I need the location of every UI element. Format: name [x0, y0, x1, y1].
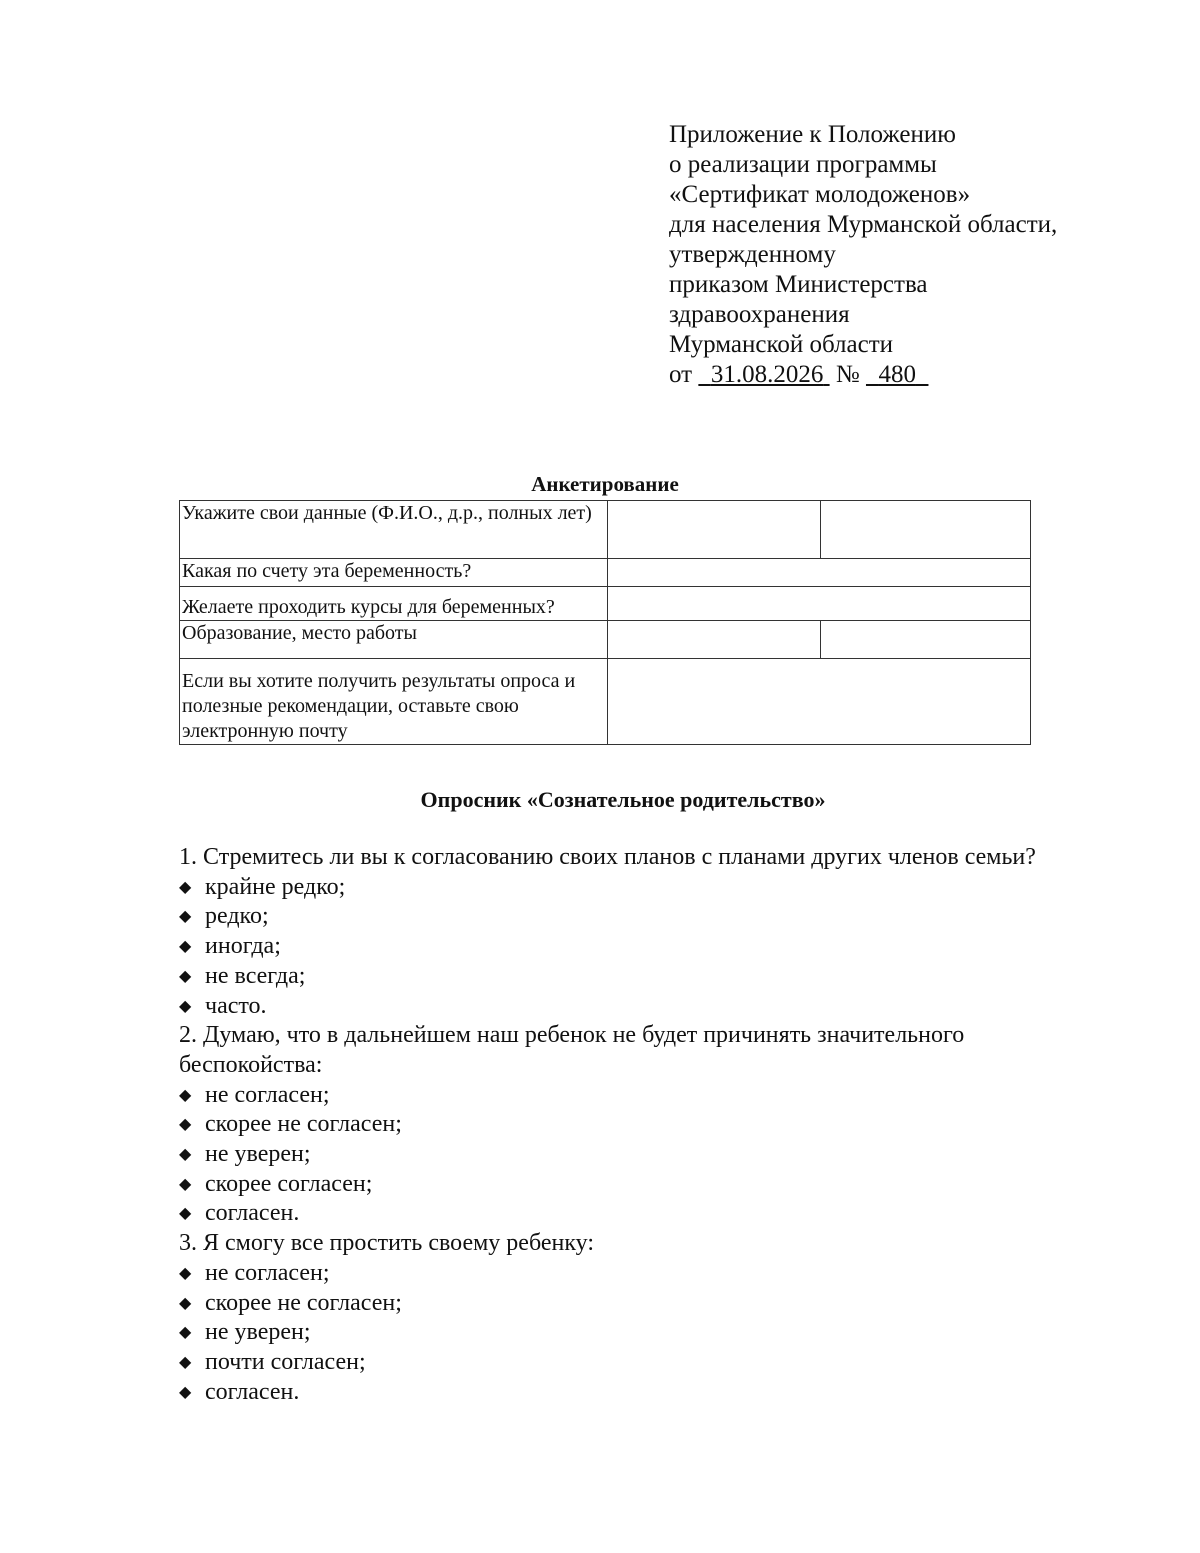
number-prefix: № — [835, 361, 860, 388]
option-label: согласен. — [205, 1200, 300, 1227]
diamond-bullet-icon: ◆ — [179, 1116, 192, 1134]
answer-option[interactable] — [179, 1348, 1049, 1378]
pregnancy-count-label: Какая по счету эта беременность? — [180, 559, 608, 587]
answer-option[interactable] — [179, 1081, 1049, 1111]
option-label: скорее не согласен; — [205, 1289, 402, 1316]
appendix-line: здравоохранения — [669, 301, 850, 328]
option-label: не всегда; — [205, 962, 306, 989]
answer-option[interactable] — [179, 992, 1049, 1022]
answer-option[interactable] — [179, 1170, 1049, 1200]
personal-data-field-1[interactable] — [608, 501, 821, 559]
diamond-bullet-icon: ◆ — [179, 908, 192, 926]
question-text: 2. Думаю, что в дальнейшем наш ребенок не будет причинять значительного беспокойства: — [179, 1022, 965, 1078]
order-date: 31.08.2026 — [710, 361, 824, 388]
diamond-bullet-icon: ◆ — [179, 1086, 192, 1104]
answer-option[interactable] — [179, 1318, 1049, 1348]
answer-option[interactable] — [179, 1140, 1049, 1170]
diamond-bullet-icon: ◆ — [179, 1205, 192, 1223]
diamond-bullet-icon: ◆ — [179, 1383, 192, 1401]
diamond-bullet-icon: ◆ — [179, 997, 192, 1015]
diamond-bullet-icon: ◆ — [179, 1146, 192, 1164]
option-label: скорее не согласен; — [205, 1111, 402, 1138]
diamond-bullet-icon: ◆ — [179, 1175, 192, 1193]
option-label: не уверен; — [205, 1141, 311, 1168]
answer-option[interactable] — [179, 1259, 1049, 1289]
personal-data-field-2[interactable] — [821, 501, 1031, 559]
education-field[interactable] — [608, 621, 821, 659]
diamond-bullet-icon: ◆ — [179, 1264, 192, 1282]
email-label: Если вы хотите получить результаты опроса и полезные рекомендации, оставьте свою электронную почту — [180, 659, 608, 745]
email-field[interactable] — [608, 659, 1031, 745]
option-label: согласен. — [205, 1378, 300, 1405]
option-label: почти согласен; — [205, 1348, 366, 1375]
option-label: иногда; — [205, 933, 281, 960]
education-label: Образование, место работы — [180, 621, 608, 659]
order-date-line — [669, 360, 1057, 390]
appendix-line: Приложение к Положению — [669, 121, 956, 148]
survey-title: Анкетирование — [531, 472, 679, 496]
question-text: 1. Стремитесь ли вы к согласованию своих планов с планами других членов семьи? — [179, 844, 1036, 870]
option-label: часто. — [205, 992, 267, 1019]
answer-option[interactable] — [179, 902, 1049, 932]
option-label: скорее согласен; — [205, 1170, 373, 1197]
answer-option[interactable] — [179, 962, 1049, 992]
table-row — [180, 501, 1031, 559]
diamond-bullet-icon: ◆ — [179, 1294, 192, 1312]
answer-option[interactable] — [179, 873, 1049, 903]
courses-field[interactable] — [608, 587, 1031, 621]
option-label: крайне редко; — [205, 873, 346, 900]
option-label: не согласен; — [205, 1259, 330, 1286]
option-label: не уверен; — [205, 1319, 311, 1346]
diamond-bullet-icon: ◆ — [179, 878, 192, 896]
option-label: не согласен; — [205, 1081, 330, 1108]
appendix-line: о реализации программы — [669, 151, 937, 178]
order-number: 480 — [878, 361, 916, 388]
appendix-line: для населения Мурманской области, — [669, 211, 1058, 238]
diamond-bullet-icon: ◆ — [179, 1353, 192, 1371]
table-row — [180, 621, 1031, 659]
diamond-bullet-icon: ◆ — [179, 967, 192, 985]
pregnancy-count-field[interactable] — [608, 559, 1031, 587]
questionnaire-list — [179, 843, 1049, 1407]
courses-label: Желаете проходить курсы для беременных? — [180, 587, 608, 621]
appendix-line: утвержденному — [669, 241, 836, 268]
date-prefix: от — [669, 361, 693, 388]
answer-option[interactable] — [179, 1110, 1049, 1140]
answer-option[interactable] — [179, 1378, 1049, 1408]
questionnaire-title: Опросник «Сознательное родительство» — [420, 787, 826, 812]
workplace-field[interactable] — [821, 621, 1031, 659]
answer-option[interactable] — [179, 932, 1049, 962]
appendix-line: Мурманской области — [669, 331, 894, 358]
table-row — [180, 659, 1031, 745]
table-row — [180, 587, 1031, 621]
diamond-bullet-icon: ◆ — [179, 1324, 192, 1342]
question-text: 3. Я смогу все простить своему ребенку: — [179, 1230, 595, 1257]
appendix-block — [669, 120, 1057, 390]
table-row — [180, 559, 1031, 587]
option-label: редко; — [205, 903, 269, 930]
survey-table — [179, 500, 1031, 745]
answer-option[interactable] — [179, 1199, 1049, 1229]
diamond-bullet-icon: ◆ — [179, 938, 192, 956]
appendix-line: «Сертификат молодоженов» — [669, 181, 971, 208]
personal-data-label: Укажите свои данные (Ф.И.О., д.р., полных лет) — [180, 501, 608, 559]
answer-option[interactable] — [179, 1289, 1049, 1319]
appendix-line: приказом Министерства — [669, 271, 928, 298]
